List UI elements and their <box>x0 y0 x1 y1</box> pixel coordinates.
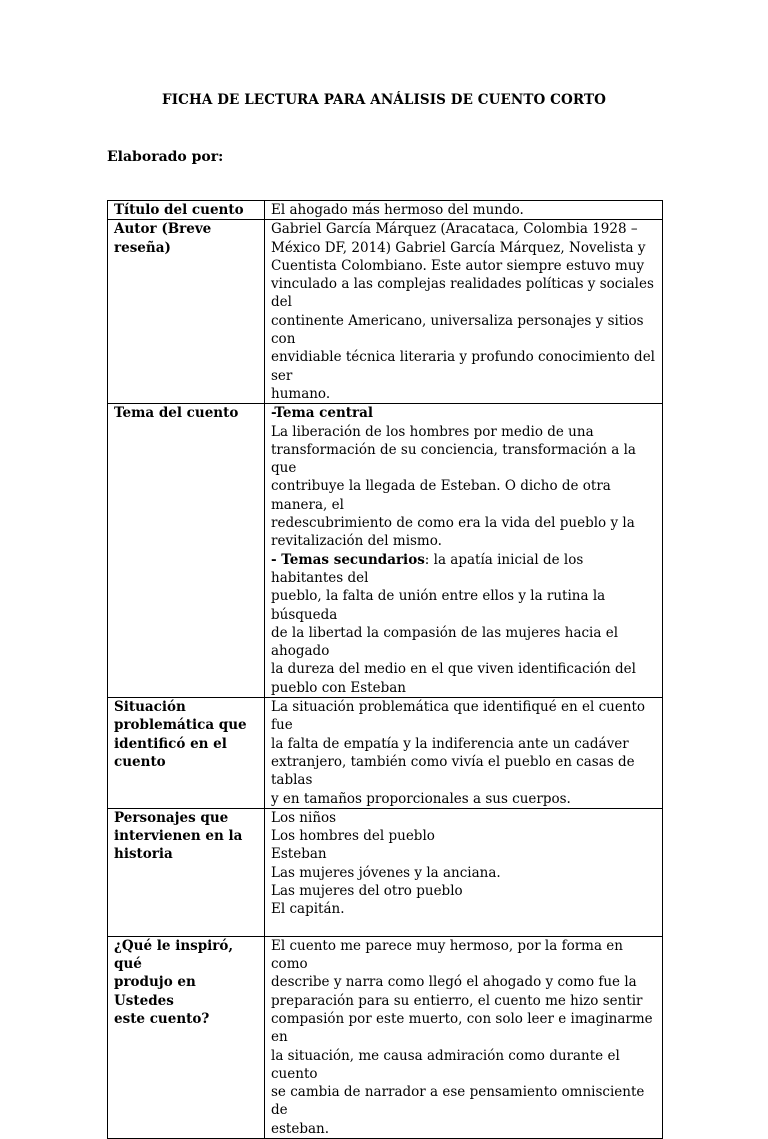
label-line: historia <box>114 846 173 863</box>
reading-sheet-table <box>107 200 663 1139</box>
text-line: de la libertad la compasión de las mujeres hacia el ahogado <box>271 624 619 660</box>
label-line: este cuento? <box>114 1010 210 1027</box>
prepared-by-label: Elaborado por: <box>107 149 224 165</box>
text-line: México DF, 2014) Gabriel García Márquez, Novelista y <box>271 239 646 256</box>
text-line: y en tamaños proporcionales a sus cuerpos. <box>271 790 571 807</box>
row-label-inspiracion <box>108 936 265 1138</box>
table-row-inspiracion <box>108 936 663 1138</box>
text-line: redescubrimiento de como era la vida del pueblo y la <box>271 515 635 532</box>
text-line: La liberación de los hombres por medio de una <box>271 423 594 440</box>
text-line: humano. <box>271 385 331 402</box>
text-line: contribuye la llegada de Esteban. O dicho de otra manera, el <box>271 478 611 513</box>
text-line: preparación para su entierro, el cuento me hizo sentir <box>271 992 643 1009</box>
label-line: intervienen en la <box>114 828 243 845</box>
text-line: transformación de su conciencia, transformación a la que <box>271 441 636 477</box>
text-line: la falta de empatía y la indiferencia ante un cadáver <box>271 735 629 752</box>
row-value-tema <box>265 404 663 698</box>
text-line: revitalización del mismo. <box>271 533 442 550</box>
label-line: identificó en el <box>114 735 227 752</box>
table-row-tema <box>108 404 663 698</box>
label-line: reseña) <box>114 239 171 256</box>
list-item: Los hombres del pueblo <box>271 828 435 845</box>
row-value-situacion <box>265 698 663 809</box>
row-label-tema: Tema del cuento <box>108 404 265 698</box>
text-line: pueblo con Esteban <box>271 679 406 696</box>
row-value-autor <box>265 220 663 404</box>
table-row-autor <box>108 220 663 404</box>
text-line: extranjero, también como vivía el pueblo en casas de tablas <box>271 753 635 789</box>
table-row-titulo <box>108 201 663 220</box>
row-label-titulo: Título del cuento <box>108 201 265 220</box>
text-line: El cuento me parece muy hermoso, por la forma en como <box>271 937 623 973</box>
text-line: pueblo, la falta de unión entre ellos y la rutina la búsqueda <box>271 588 606 623</box>
row-label-autor <box>108 220 265 404</box>
list-item: Las mujeres del otro pueblo <box>271 882 463 899</box>
list-item: Los niños <box>271 809 337 826</box>
label-line: Autor (Breve <box>114 221 212 238</box>
list-item: Esteban <box>271 846 327 863</box>
table-row-personajes <box>108 808 663 936</box>
label-line: produjo en Ustedes <box>114 974 196 1009</box>
text-line: la situación, me causa admiración como durante el cuento <box>271 1047 620 1082</box>
label-line: Situación <box>114 699 186 716</box>
label-line: ¿Qué le inspiró, qué <box>114 937 234 973</box>
text-line: la dureza del medio en el que viven identificación del <box>271 661 636 678</box>
text-line: compasión por este muerto, con solo leer e imaginarme en <box>271 1010 653 1046</box>
label-line: Personajes que <box>114 809 229 826</box>
text-line: Cuentista Colombiano. Este autor siempre estuvo muy <box>271 257 645 274</box>
row-label-situacion <box>108 698 265 809</box>
text-line: La situación problemática que identifiqué en el cuento fue <box>271 699 646 734</box>
text-line: esteban. <box>271 1120 330 1137</box>
text-line: continente Americano, universaliza personajes y sitios con <box>271 312 644 348</box>
text-line: se cambia de narrador a ese pensamiento omnisciente de <box>271 1084 645 1119</box>
list-item: El capitán. <box>271 901 345 918</box>
secondary-themes-text: : la apatía inicial de los habitantes del <box>271 551 584 586</box>
secondary-themes-heading: - Temas secundarios <box>271 551 425 568</box>
row-value-titulo: El ahogado más hermoso del mundo. <box>265 201 663 220</box>
document-title: FICHA DE LECTURA PARA ANÁLISIS DE CUENTO CORTO <box>162 92 606 108</box>
text-line: Gabriel García Márquez (Aracataca, Colombia 1928 – <box>271 221 638 238</box>
central-theme-heading: -Tema central <box>271 405 374 422</box>
text-line: vinculado a las complejas realidades políticas y sociales del <box>271 276 654 311</box>
row-label-personajes <box>108 808 265 936</box>
table-row-situacion <box>108 698 663 809</box>
row-value-personajes <box>265 808 663 936</box>
row-value-inspiracion <box>265 936 663 1138</box>
list-item: Las mujeres jóvenes y la anciana. <box>271 864 501 881</box>
text-line: describe y narra como llegó el ahogado y como fue la <box>271 974 637 991</box>
label-line: cuento <box>114 753 166 770</box>
secondary-themes-line <box>271 551 656 588</box>
text-line: envidiable técnica literaria y profundo conocimiento del ser <box>271 349 655 384</box>
label-line: problemática que <box>114 717 247 734</box>
